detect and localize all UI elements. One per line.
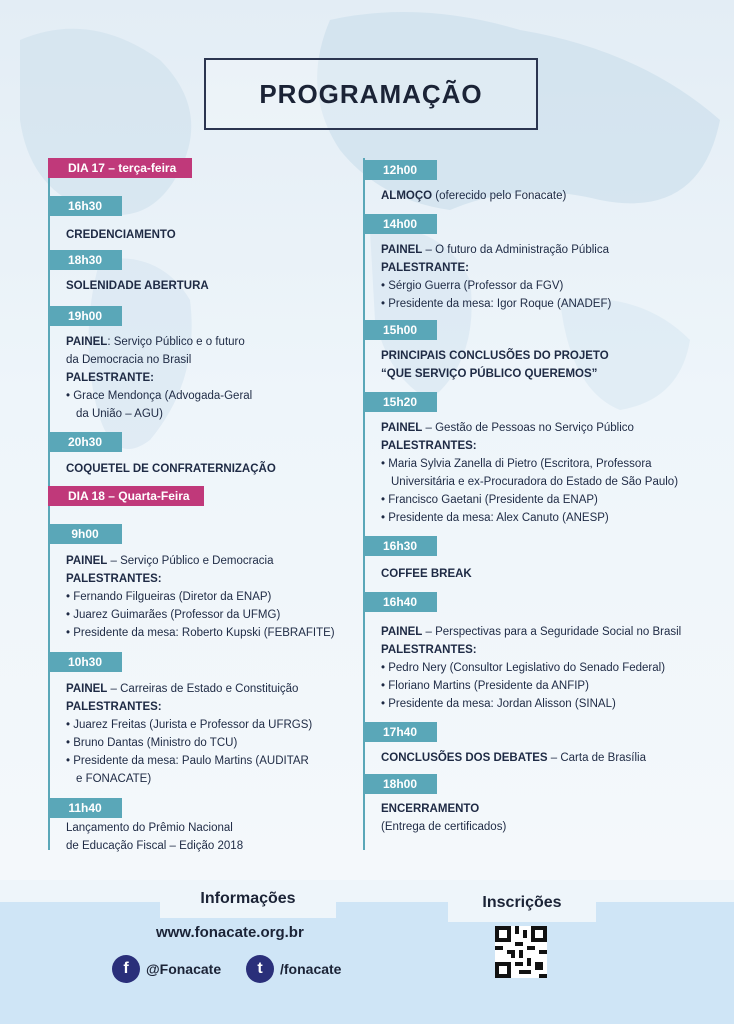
session-line: [66, 369, 252, 387]
speaker-text: Juarez Freitas (Jurista e Professor da UFRGS): [73, 719, 313, 731]
time-label: 17h40: [363, 722, 437, 742]
body-text: – Carreiras de Estado e Constituição: [107, 683, 299, 695]
day-label: DIA 17 – terça-feira: [48, 158, 192, 178]
session-line: [66, 351, 252, 369]
session-line: [381, 491, 678, 509]
twitter-link[interactable]: [246, 955, 341, 983]
schedule-column-left: [48, 158, 348, 850]
bold-text: PALESTRANTES:: [66, 701, 162, 713]
time-label: 16h30: [48, 196, 122, 216]
speaker-text: Presidente da mesa: Igor Roque (ANADEF): [388, 298, 612, 310]
bold-text: PALESTRANTE:: [381, 262, 469, 274]
time-label: 16h40: [363, 592, 437, 612]
session-line: [381, 623, 681, 641]
time-label: 18h00: [363, 774, 437, 794]
body-text: Lançamento do Prêmio Nacional: [66, 822, 233, 834]
bold-text: PALESTRANTES:: [381, 440, 477, 452]
session-line: [381, 259, 611, 277]
speaker-text: Presidente da mesa: Roberto Kupski (FEBRAFITE): [73, 627, 335, 639]
bold-text: PAINEL: [66, 336, 108, 348]
time-label: 15h20: [363, 392, 437, 412]
session-item: [66, 333, 252, 423]
bold-text: PAINEL: [66, 555, 108, 567]
session-line: [66, 333, 252, 351]
session-line: [381, 295, 611, 313]
time-label: 16h30: [363, 536, 437, 556]
session-item: [66, 680, 312, 788]
time-label: 19h00: [48, 306, 122, 326]
facebook-icon: f: [112, 955, 140, 983]
session-line: [381, 455, 678, 473]
twitter-handle: /fonacate: [280, 961, 342, 977]
facebook-handle: @Fonacate: [146, 961, 222, 977]
speaker-text: Francisco Gaetani (Presidente da ENAP): [388, 494, 598, 506]
facebook-link[interactable]: [112, 955, 221, 983]
bold-text: “QUE SERVIÇO PÚBLICO QUEREMOS”: [381, 368, 598, 380]
time-label: 9h00: [48, 524, 122, 544]
info-label: Informações: [200, 890, 296, 907]
time-label: 10h30: [48, 652, 122, 672]
session-line: [381, 365, 609, 383]
twitter-icon: t: [246, 955, 274, 983]
body-text: Universitária e ex-Procuradora do Estado de São Paulo): [391, 476, 679, 488]
session-line: [66, 552, 335, 570]
session-item: [381, 623, 681, 713]
bold-text: ALMOÇO: [381, 190, 433, 202]
session-line: [381, 749, 646, 767]
session-line: [66, 837, 243, 855]
bold-text: PAINEL: [381, 244, 423, 256]
body-text: da Democracia no Brasil: [66, 354, 192, 366]
speaker-text: Sérgio Guerra (Professor da FGV): [388, 280, 564, 292]
session-line: [66, 734, 312, 752]
body-text: – Carta de Brasília: [547, 752, 646, 764]
session-line: [66, 770, 312, 788]
speaker-text: Presidente da mesa: Paulo Martins (AUDITAR: [73, 755, 309, 767]
footer-inscricoes-tab: [448, 888, 596, 922]
website-link[interactable]: www.fonacate.org.br: [156, 924, 304, 941]
time-label: 20h30: [48, 432, 122, 452]
speaker-text: Bruno Dantas (Ministro do TCU): [73, 737, 238, 749]
time-label: 11h40: [48, 798, 122, 818]
speaker-text: Pedro Nery (Consultor Legislativo do Senado Federal): [388, 662, 666, 674]
session-line: [381, 473, 678, 491]
qr-code-icon[interactable]: [495, 926, 547, 978]
day-label: DIA 18 – Quarta-Feira: [48, 486, 204, 506]
body-text: de Educação Fiscal – Edição 2018: [66, 840, 244, 852]
bold-text: PAINEL: [381, 626, 423, 638]
session-line: [66, 570, 335, 588]
session-item: [66, 226, 176, 244]
bold-text: CONCLUSÕES DOS DEBATES: [381, 752, 548, 764]
bold-text: SOLENIDADE ABERTURA: [66, 280, 209, 292]
session-item: [381, 241, 611, 313]
session-line: [66, 680, 312, 698]
session-item: [66, 819, 243, 855]
session-line: [381, 818, 506, 836]
session-line: [66, 226, 176, 244]
time-label: 15h00: [363, 320, 437, 340]
session-item: [381, 565, 472, 583]
session-item: [381, 800, 506, 836]
time-label: 18h30: [48, 250, 122, 270]
bold-text: COQUETEL DE CONFRATERNIZAÇÃO: [66, 463, 276, 475]
speaker-text: Juarez Guimarães (Professor da UFMG): [73, 609, 281, 621]
bold-text: PALESTRANTE:: [66, 372, 154, 384]
speaker-text: Presidente da mesa: Jordan Alisson (SINAL): [388, 698, 616, 710]
body-text: – O futuro da Administração Pública: [422, 244, 609, 256]
body-text: e FONACATE): [76, 773, 152, 785]
speaker-text: Presidente da mesa: Alex Canuto (ANESP): [388, 512, 609, 524]
session-item: [66, 460, 276, 478]
bold-text: PAINEL: [381, 422, 423, 434]
session-item: [66, 277, 209, 295]
session-item: [381, 347, 609, 383]
body-text: – Serviço Público e Democracia: [107, 555, 274, 567]
bold-text: CREDENCIAMENTO: [66, 229, 176, 241]
speaker-text: Fernando Filgueiras (Diretor da ENAP): [73, 591, 272, 603]
session-line: [381, 187, 566, 205]
footer-info-tab: [160, 884, 336, 918]
bold-text: PALESTRANTES:: [381, 644, 477, 656]
session-line: [66, 405, 252, 423]
session-line: [66, 588, 335, 606]
time-label: 14h00: [363, 214, 437, 234]
session-line: [381, 659, 681, 677]
time-label: 12h00: [363, 160, 437, 180]
session-line: [381, 277, 611, 295]
inscricoes-label: Inscrições: [482, 894, 562, 911]
body-text: da União – AGU): [76, 408, 163, 420]
bold-text: PAINEL: [66, 683, 108, 695]
session-item: [381, 419, 678, 527]
session-line: [66, 716, 312, 734]
session-item: [66, 552, 335, 642]
session-line: [381, 800, 506, 818]
session-line: [381, 641, 681, 659]
speaker-text: Maria Sylvia Zanella di Pietro (Escritora, Professora: [388, 458, 652, 470]
session-line: [66, 277, 209, 295]
body-text: (Entrega de certificados): [381, 821, 507, 833]
bold-text: COFFEE BREAK: [381, 568, 472, 580]
session-line: [381, 565, 472, 583]
body-text: : Serviço Público e o futuro: [107, 336, 245, 348]
body-text: – Perspectivas para a Seguridade Social no Brasil: [422, 626, 682, 638]
session-line: [66, 606, 335, 624]
session-line: [381, 241, 611, 259]
session-line: [381, 347, 609, 365]
session-line: [66, 387, 252, 405]
title-box: [204, 58, 538, 130]
bold-text: ENCERRAMENTO: [381, 803, 480, 815]
bold-text: PALESTRANTES:: [66, 573, 162, 585]
session-line: [66, 752, 312, 770]
page-title: PROGRAMAÇÃO: [259, 78, 483, 109]
session-line: [381, 437, 678, 455]
speaker-text: Grace Mendonça (Advogada-Geral: [73, 390, 253, 402]
session-line: [66, 460, 276, 478]
speaker-text: Floriano Martins (Presidente da ANFIP): [388, 680, 589, 692]
session-line: [66, 698, 312, 716]
session-item: [381, 749, 646, 767]
schedule-column-right: [363, 158, 708, 850]
session-line: [66, 819, 243, 837]
body-text: (oferecido pelo Fonacate): [432, 190, 567, 202]
session-line: [381, 695, 681, 713]
footer: [0, 902, 734, 1024]
body-text: – Gestão de Pessoas no Serviço Público: [422, 422, 634, 434]
session-line: [66, 624, 335, 642]
session-line: [381, 509, 678, 527]
session-line: [381, 677, 681, 695]
bold-text: PRINCIPAIS CONCLUSÕES DO PROJETO: [381, 350, 609, 362]
session-item: [381, 187, 566, 205]
session-line: [381, 419, 678, 437]
